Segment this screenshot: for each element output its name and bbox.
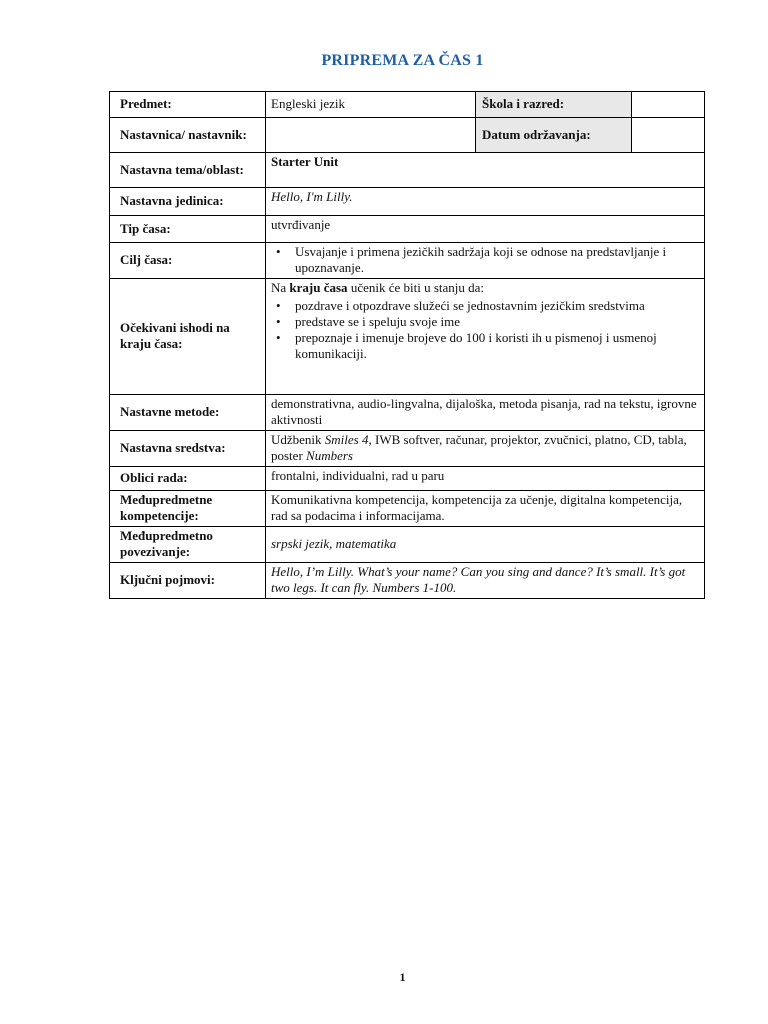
lesson-plan-table [109,91,705,599]
value-oblici: frontalni, individualni, rad u paru [266,467,705,491]
row-cilj [110,243,705,279]
row-sredstva [110,431,705,467]
row-pojmovi [110,563,705,599]
list-item: • prepoznaje i imenuje brojeve do 100 i koristi ih u pismenoj i usmenoj komunikaciji. [295,330,699,362]
label-oblici: Oblici rada: [110,467,266,491]
value-ishodi [266,279,705,395]
row-metode [110,395,705,431]
poster-title: Numbers [306,448,353,463]
value-skola [632,92,705,118]
label-skola: Škola i razred: [476,92,632,118]
label-nastavnik: Nastavnica/ nastavnik: [110,118,266,153]
row-nastavnik [110,118,705,153]
value-jedinica: Hello, I'm Lilly. [266,188,705,216]
list-item: • pozdrave i otpozdrave služeći se jednostavnim jezičkim sredstvima [295,298,699,314]
label-metode: Nastavne metode: [110,395,266,431]
label-sredstva: Nastavna sredstva: [110,431,266,467]
value-kompetencije: Komunikativna kompetencija, kompetencija za učenje, digitalna kompetencija, rad sa podacima i informacijama. [266,491,705,527]
value-nastavnik [266,118,476,153]
label-pojmovi: Ključni pojmovi: [110,563,266,599]
row-tema [110,153,705,188]
row-predmet [110,92,705,118]
value-cilj [266,243,705,279]
row-tip [110,216,705,243]
label-predmet: Predmet: [110,92,266,118]
value-tema: Starter Unit [266,153,705,188]
label-datum: Datum održavanja: [476,118,632,153]
label-jedinica: Nastavna jedinica: [110,188,266,216]
value-sredstva [266,431,705,467]
ishodi-lead [271,280,699,296]
lead-text: učenik će biti u stanju da: [347,280,485,295]
label-tema: Nastavna tema/oblast: [110,153,266,188]
value-pojmovi: Hello, I’m Lilly. What’s your name? Can you sing and dance? It’s small. It’s got two legs. It can fly. Numbers 1-100. [266,563,705,599]
sredstva-text: Udžbenik [271,432,325,447]
value-predmet: Engleski jezik [266,92,476,118]
label-cilj: Cilj časa: [110,243,266,279]
row-oblici [110,467,705,491]
cilj-list [271,244,699,276]
ishodi-list [271,298,699,362]
label-kompetencije: Međupredmetne kompetencije: [110,491,266,527]
row-kompetencije [110,491,705,527]
page-number: 1 [399,970,406,984]
value-povezivanje: srpski jezik, matematika [266,527,705,563]
lead-text: Na [271,280,290,295]
list-item: • predstave se i speluju svoje ime [295,314,699,330]
sredstva-text: , IWB softver, računar, projektor, zvučnici, platno, CD, tabla, poster [271,432,687,463]
row-ishodi [110,279,705,395]
value-metode: demonstrativna, audio-lingvalna, dijaloška, metoda pisanja, rad na tekstu, igrovne aktivnosti [266,395,705,431]
book-title: Smiles 4 [324,432,369,447]
label-tip: Tip časa: [110,216,266,243]
page-title: PRIPREMA ZA ČAS 1 [321,52,484,69]
list-item: • Usvajanje i primena jezičkih sadržaja koji se odnose na predstavljanje i upoznavanje. [295,244,699,276]
row-povezivanje [110,527,705,563]
value-datum [632,118,705,153]
lead-bold-text: kraju časa [289,280,348,295]
label-povezivanje: Međupredmetno povezivanje: [110,527,266,563]
value-tip: utvrđivanje [266,216,705,243]
row-jedinica [110,188,705,216]
label-ishodi: Očekivani ishodi na kraju časa: [110,279,266,395]
